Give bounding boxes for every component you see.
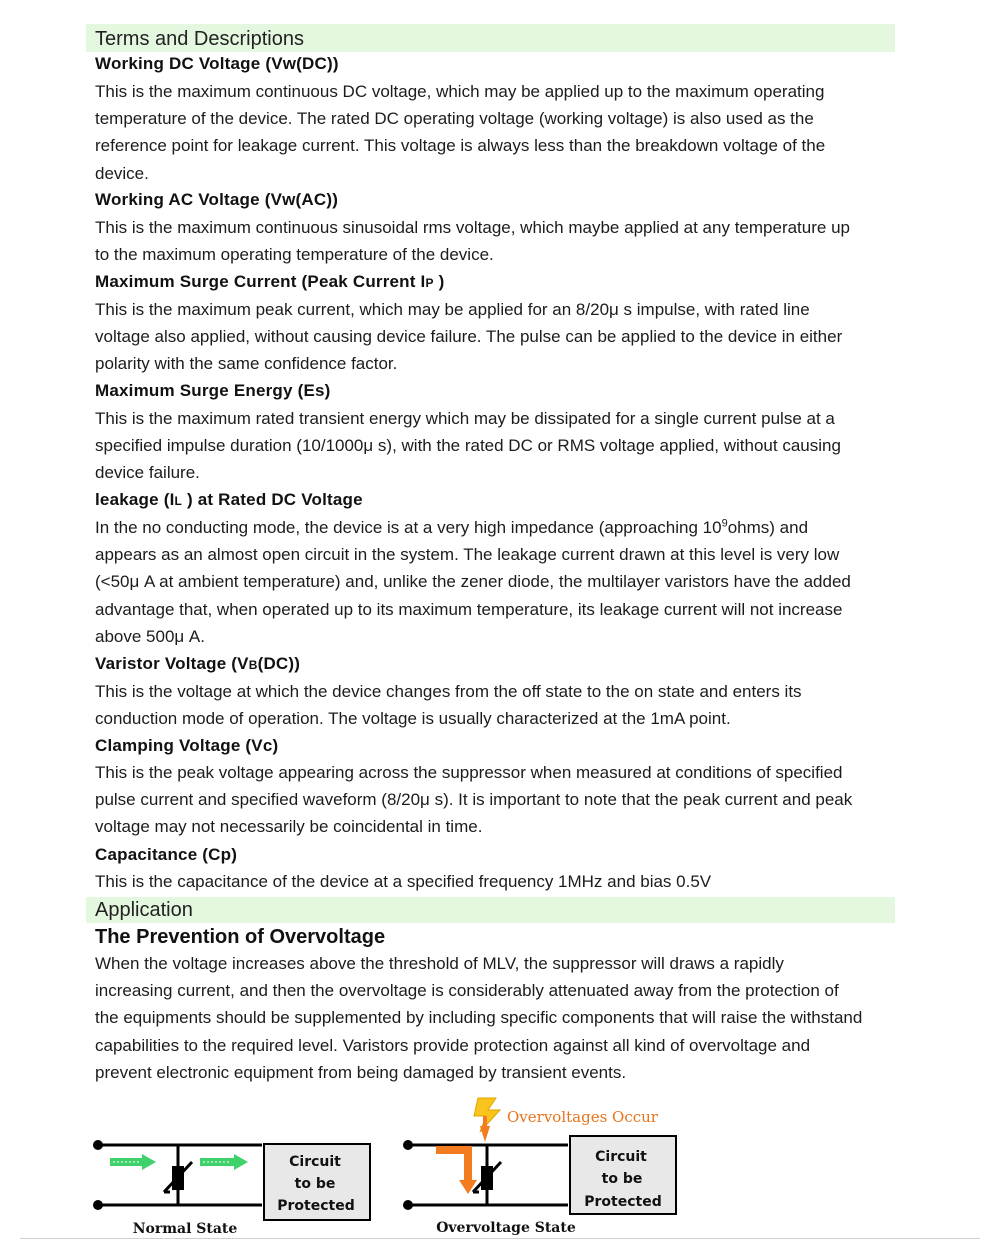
text-line: voltage also applied, without causing device failure. The pulse can be applied to the device in either — [95, 327, 843, 347]
superscript-exponent: 9 — [721, 517, 728, 530]
varistor-symbol — [473, 1145, 501, 1205]
circuit-diagram — [0, 1090, 1000, 1250]
term-heading-subscript: P — [425, 276, 434, 290]
text-line: appears as an almost open circuit in the system. The leakage current drawn at this level is very low — [95, 545, 840, 565]
lightning-bolt-icon — [474, 1098, 500, 1142]
application-description — [95, 950, 925, 1086]
overvoltage-state-diagram — [403, 1098, 676, 1236]
text-line: the equipments should be supplemented by including specific components that will raise the withstand — [95, 1008, 863, 1028]
term-heading-leakage — [95, 490, 363, 510]
protected-circuit-box — [264, 1144, 370, 1220]
term-heading-subscript: L — [174, 494, 183, 508]
box-label: to be — [294, 1176, 336, 1192]
page-bottom-divider — [20, 1238, 980, 1239]
term-description-working-ac — [95, 214, 925, 268]
text-line: When the voltage increases above the threshold of MLV, the suppressor will draws a rapidly — [95, 954, 784, 973]
text-line: This is the maximum peak current, which may be applied for an 8/20μ s impulse, with rated line — [95, 300, 810, 319]
term-heading-text: Maximum Surge Current (Peak Current I — [95, 272, 426, 291]
term-heading-capacitance: Capacitance (Cp) — [95, 845, 238, 864]
term-heading-surge-current — [95, 272, 445, 292]
text-line: temperature of the device. The rated DC operating voltage (working voltage) is also used as the — [95, 109, 814, 129]
text-line: This is the voltage at which the device changes from the off state to the on state and enters its — [95, 682, 802, 701]
text-line — [95, 514, 925, 541]
box-label: Protected — [584, 1194, 662, 1210]
terminal — [403, 1140, 413, 1150]
text-line: voltage may not necessarily be coincidental in time. — [95, 817, 483, 837]
text-fragment: ohms) and — [727, 518, 809, 537]
term-heading-text: leakage (I — [95, 490, 175, 509]
caption-normal-state: Normal State — [132, 1221, 238, 1237]
text-line: device failure. — [95, 463, 200, 483]
current-flow-arrow — [110, 1154, 156, 1170]
varistor-symbol — [164, 1145, 192, 1205]
term-heading-text: ) — [433, 272, 445, 291]
box-label: Circuit — [595, 1149, 647, 1165]
section-band-application — [86, 897, 895, 923]
term-description-surge-current — [95, 296, 925, 378]
terminal — [403, 1200, 413, 1210]
text-line: This is the maximum continuous DC voltage, which may be applied up to the maximum operating — [95, 82, 825, 101]
term-heading-working-dc: Working DC Voltage (Vw(DC)) — [95, 54, 339, 73]
application-heading: The Prevention of Overvoltage — [95, 926, 386, 948]
text-line: This is the maximum continuous sinusoidal rms voltage, which maybe applied at any temperature up — [95, 218, 850, 237]
text-line: advantage that, when operated up to its maximum temperature, its leakage current will not increase — [95, 599, 843, 619]
text-line: (<50μ A at ambient temperature) and, unlike the zener diode, the multilayer varistors have the added — [95, 572, 851, 592]
box-label: to be — [601, 1171, 643, 1187]
terminal — [93, 1200, 103, 1210]
term-description-surge-energy — [95, 405, 925, 487]
text-line: polarity with the same confidence factor. — [95, 354, 398, 374]
normal-state-diagram — [93, 1140, 370, 1237]
text-line: This is the peak voltage appearing across the suppressor when measured at conditions of specified — [95, 763, 843, 782]
term-description-varistor-voltage — [95, 678, 925, 732]
text-line: prevent electronic equipment from being damaged by transient events. — [95, 1062, 627, 1082]
current-flow-arrow — [200, 1154, 248, 1170]
text-line: device. — [95, 163, 149, 183]
term-heading-surge-energy: Maximum Surge Energy (Es) — [95, 381, 331, 400]
text-line: increasing current, and then the overvoltage is considerably attenuated away from the protection of — [95, 981, 839, 1001]
text-line: capabilities to the required level. Varistors provide protection against all kind of overvoltage and — [95, 1035, 811, 1055]
term-heading-subscript: B — [248, 658, 258, 672]
text-line: This is the capacitance of the device at a specified frequency 1MHz and bias 0.5V — [95, 872, 712, 891]
terminal — [93, 1140, 103, 1150]
section-title-terms: Terms and Descriptions — [95, 28, 304, 50]
term-description-working-dc — [95, 78, 925, 187]
text-line: conduction mode of operation. The voltage is usually characterized at the 1mA point. — [95, 709, 731, 729]
section-title-application: Application — [95, 899, 193, 921]
text-line: above 500μ A. — [95, 626, 205, 646]
text-line: to the maximum operating temperature of the device. — [95, 245, 494, 265]
box-label: Protected — [277, 1198, 355, 1214]
term-heading-text: ) at Rated DC Voltage — [182, 490, 363, 509]
term-description-leakage — [95, 514, 925, 650]
protected-circuit-box — [570, 1136, 676, 1214]
text-line: This is the maximum rated transient energy which may be dissipated for a single current pulse at a — [95, 409, 835, 428]
box-label: Circuit — [289, 1154, 341, 1170]
caption-overvoltage-state: Overvoltage State — [436, 1220, 576, 1236]
term-heading-working-ac: Working AC Voltage (Vw(AC)) — [95, 190, 339, 209]
term-heading-varistor-voltage — [95, 654, 300, 674]
text-line: reference point for leakage current. This voltage is always less than the breakdown voltage of the — [95, 136, 826, 156]
diverted-current-arrow — [436, 1150, 477, 1194]
term-description-clamping-voltage — [95, 759, 925, 841]
term-heading-text: Varistor Voltage (V — [95, 654, 249, 673]
text-line: pulse current and specified waveform (8/20μ s). It is important to note that the peak current and peak — [95, 790, 853, 810]
term-heading-text: (DC)) — [257, 654, 301, 673]
text-line: specified impulse duration (10/1000μ s), with the rated DC or RMS voltage applied, without causing — [95, 436, 841, 456]
overvoltage-label: Overvoltages Occur — [507, 1108, 658, 1126]
text-fragment: In the no conducting mode, the device is at a very high impedance (approaching 10 — [95, 518, 722, 537]
term-description-capacitance — [95, 868, 925, 895]
term-heading-clamping-voltage: Clamping Voltage (Vc) — [95, 736, 279, 755]
